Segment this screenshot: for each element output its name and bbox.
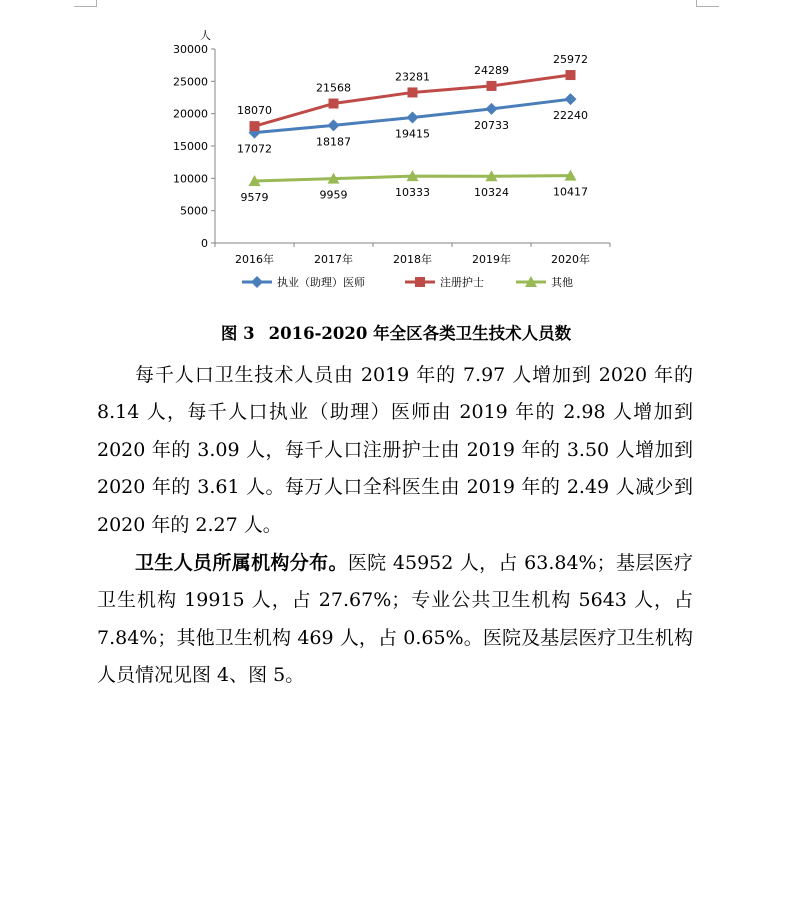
- data-label: 25972: [553, 53, 588, 67]
- x-tick-label: 2020年: [551, 253, 590, 266]
- data-label: 22240: [553, 109, 588, 123]
- y-axis-label: 人: [200, 29, 211, 42]
- legend-entry-label: 其他: [551, 276, 573, 289]
- figure-title: 2016-2020 年全区各类卫生技术人员数: [268, 324, 572, 343]
- legend-marker: [415, 277, 425, 287]
- paragraph-body: 医院 45952 人，占 63.84%；基层医疗卫生机构 19915 人，占 27.67%；专业公共卫生机构 5643 人，占 7.84%；其他卫生机构 469 人，占 0.65%。医院及基层医疗卫生机构人员情况见图 4、图 5。: [97, 552, 693, 687]
- data-label: 19415: [395, 127, 430, 141]
- legend-marker: [251, 276, 263, 288]
- legend-entry-label: 执业（助理）医师: [277, 276, 365, 289]
- x-tick-label: 2019年: [472, 253, 511, 266]
- line-chart: [160, 22, 630, 302]
- data-point-marker: [407, 111, 419, 123]
- data-point-marker: [486, 103, 498, 115]
- data-point-marker: [329, 99, 339, 109]
- y-tick-label: 15000: [173, 140, 208, 153]
- data-label: 21568: [316, 81, 351, 95]
- data-point-marker: [565, 93, 577, 105]
- data-label: 9579: [240, 191, 269, 205]
- page-corner-mark-right: [696, 0, 719, 7]
- x-tick-label: 2016年: [235, 253, 274, 266]
- data-point-marker: [328, 119, 340, 131]
- y-tick-label: 5000: [180, 204, 208, 218]
- data-label: 10324: [474, 186, 509, 200]
- y-tick-label: 0: [201, 237, 208, 250]
- y-tick-label: 25000: [173, 75, 208, 89]
- figure-number: 图 3: [220, 324, 255, 343]
- y-tick-label: 20000: [173, 107, 208, 121]
- paragraph-institution-distribution: [97, 545, 693, 695]
- data-label: 24289: [474, 63, 509, 77]
- x-tick-label: 2018年: [393, 253, 432, 266]
- data-point-marker: [408, 87, 418, 97]
- data-label: 18070: [237, 104, 272, 118]
- y-tick-label: 10000: [173, 172, 208, 186]
- y-tick-label: 30000: [173, 43, 208, 56]
- data-label: 23281: [395, 70, 430, 84]
- data-label: 17072: [237, 142, 272, 156]
- paragraph-per-capita-staff: 每千人口卫生技术人员由 2019 年的 7.97 人增加到 2020 年的 8.14 人，每千人口执业（助理）医师由 2019 年的 2.98 人增加到 2020 年的 3.09 人，每千人口注册护士由 2019 年的 3.50 人增加到 2020 年的 3.61 人。每万人口全科医生由 2019 年的 2.49 人减少到 2020 年的 2.27 人。: [97, 364, 693, 536]
- page-corner-mark-left: [74, 0, 97, 7]
- figure-caption: [0, 320, 792, 344]
- data-point-marker: [487, 81, 497, 91]
- paragraph-lead: 卫生人员所属机构分布。: [135, 552, 348, 574]
- legend-entry-label: 注册护士: [440, 276, 484, 289]
- data-point-marker: [250, 121, 260, 131]
- data-label: 18187: [316, 135, 351, 149]
- data-point-marker: [566, 70, 576, 80]
- data-label: 10333: [395, 186, 430, 200]
- x-tick-label: 2017年: [314, 253, 353, 266]
- data-label: 9959: [319, 188, 348, 202]
- data-label: 20733: [474, 118, 509, 132]
- data-label: 10417: [553, 185, 588, 199]
